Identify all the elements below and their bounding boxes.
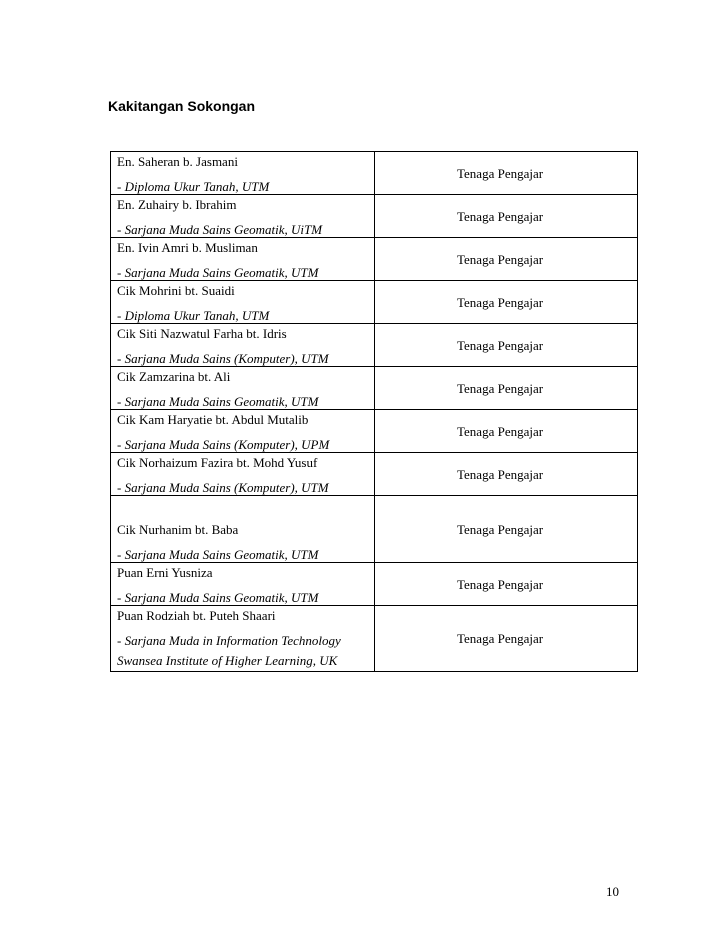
staff-role: Tenaga Pengajar xyxy=(375,281,638,324)
table-row xyxy=(111,563,638,606)
staff-table xyxy=(110,151,638,672)
staff-name: En. Saheran b. Jasmani xyxy=(117,154,238,169)
staff-cell xyxy=(111,563,375,606)
table-row xyxy=(111,367,638,410)
staff-qualification: - Sarjana Muda Sains Geomatik, UTM xyxy=(117,394,319,409)
staff-name: En. Ivin Amri b. Musliman xyxy=(117,240,258,255)
staff-name: Cik Siti Nazwatul Farha bt. Idris xyxy=(117,326,287,341)
table-row xyxy=(111,453,638,496)
staff-role: Tenaga Pengajar xyxy=(375,606,638,672)
staff-cell xyxy=(111,195,375,238)
staff-qualification: - Sarjana Muda in Information Technology xyxy=(117,633,341,648)
staff-cell xyxy=(111,152,375,195)
staff-cell xyxy=(111,606,375,672)
staff-role: Tenaga Pengajar xyxy=(375,152,638,195)
staff-qualification: - Sarjana Muda Sains Geomatik, UTM xyxy=(117,590,319,605)
staff-name: Puan Rodziah bt. Puteh Shaari xyxy=(117,608,276,623)
staff-name: Cik Nurhanim bt. Baba xyxy=(117,522,239,537)
staff-cell xyxy=(111,453,375,496)
staff-name: Cik Zamzarina bt. Ali xyxy=(117,369,231,384)
staff-role: Tenaga Pengajar xyxy=(375,496,638,563)
staff-name: Cik Kam Haryatie bt. Abdul Mutalib xyxy=(117,412,309,427)
staff-qualification: - Sarjana Muda Sains (Komputer), UTM xyxy=(117,480,329,495)
staff-role: Tenaga Pengajar xyxy=(375,195,638,238)
staff-role: Tenaga Pengajar xyxy=(375,367,638,410)
staff-qualification: - Sarjana Muda Sains Geomatik, UTM xyxy=(117,265,319,280)
staff-qualification: - Sarjana Muda Sains Geomatik, UTM xyxy=(117,547,319,562)
staff-name: Cik Mohrini bt. Suaidi xyxy=(117,283,235,298)
staff-cell xyxy=(111,367,375,410)
staff-name: En. Zuhairy b. Ibrahim xyxy=(117,197,237,212)
staff-name: Cik Norhaizum Fazira bt. Mohd Yusuf xyxy=(117,455,318,470)
table-row xyxy=(111,496,638,563)
table-row xyxy=(111,606,638,672)
staff-qualification: - Diploma Ukur Tanah, UTM xyxy=(117,308,270,323)
table-row xyxy=(111,281,638,324)
table-row xyxy=(111,152,638,195)
staff-role: Tenaga Pengajar xyxy=(375,453,638,496)
staff-cell xyxy=(111,281,375,324)
section-heading: Kakitangan Sokongan xyxy=(108,98,256,114)
staff-role: Tenaga Pengajar xyxy=(375,324,638,367)
staff-name: Puan Erni Yusniza xyxy=(117,565,213,580)
staff-qualification: - Diploma Ukur Tanah, UTM xyxy=(117,179,270,194)
staff-cell xyxy=(111,496,375,563)
staff-qualification-line2: Swansea Institute of Higher Learning, UK xyxy=(117,653,338,668)
table-row xyxy=(111,324,638,367)
staff-role: Tenaga Pengajar xyxy=(375,238,638,281)
staff-qualification: - Sarjana Muda Sains (Komputer), UTM xyxy=(117,351,329,366)
page-number: 10 xyxy=(606,884,619,899)
staff-qualification: - Sarjana Muda Sains (Komputer), UPM xyxy=(117,437,330,452)
staff-cell xyxy=(111,410,375,453)
table-row xyxy=(111,195,638,238)
staff-role: Tenaga Pengajar xyxy=(375,410,638,453)
staff-qualification: - Sarjana Muda Sains Geomatik, UiTM xyxy=(117,222,323,237)
table-row xyxy=(111,238,638,281)
staff-role: Tenaga Pengajar xyxy=(375,563,638,606)
table-row xyxy=(111,410,638,453)
staff-cell xyxy=(111,324,375,367)
staff-cell xyxy=(111,238,375,281)
